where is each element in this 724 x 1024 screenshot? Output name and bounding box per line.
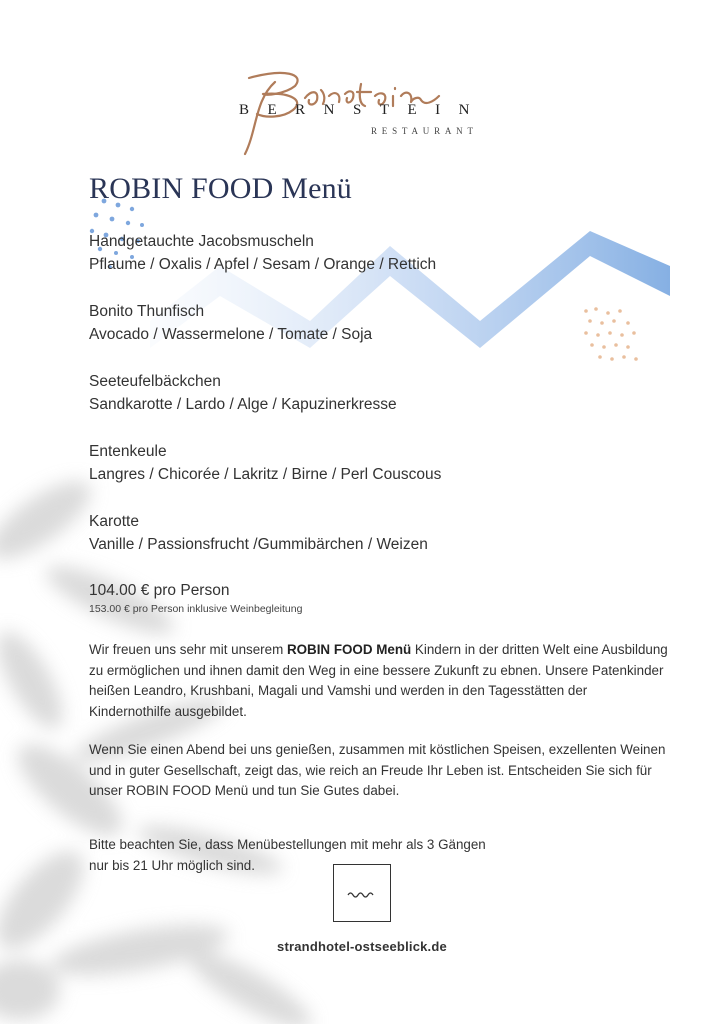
course-name: Handgetauchte Jacobsmuscheln (89, 233, 314, 250)
price-per-person: 104.00 € pro Person (89, 582, 230, 599)
website-address[interactable]: strandhotel-ostseeblick.de (277, 939, 447, 954)
charity-text-start: Wir freuen uns sehr mit unserem (89, 642, 287, 657)
restaurant-logo (225, 60, 515, 160)
course-description: Pflaume / Oxalis / Apfel / Sesam / Orange / Rettich (89, 256, 437, 273)
menu-title: ROBIN FOOD Menü (89, 172, 353, 205)
course-description: Avocado / Wassermelone / Tomate / Soja (89, 326, 373, 343)
course-description: Vanille / Passionsfrucht /Gummibärchen / Weizen (89, 536, 428, 553)
wave-icon (347, 889, 377, 899)
course-item (89, 510, 649, 580)
order-note-line-1: Bitte beachten Sie, dass Menübestellungen mit mehr als 3 Gängen (89, 837, 486, 852)
order-note-line-2: nur bis 21 Uhr möglich sind. (89, 858, 255, 873)
course-name: Seeteufelbäckchen (89, 373, 221, 390)
brand-wordmark: BERNSTEIN (239, 102, 488, 118)
course-description: Langres / Chicorée / Lakritz / Birne / Perl Couscous (89, 466, 442, 483)
course-item (89, 440, 649, 510)
price-with-wine: 153.00 € pro Person inklusive Weinbegleitung (89, 603, 303, 615)
price-block (89, 580, 302, 617)
invitation-paragraph: Wenn Sie einen Abend bei uns genießen, zusammen mit köstlichen Speisen, exzellenten Weinen und in guter Gesellschaft, zeigt das, wie reich an Freude Ihr Leben ist. Entscheiden Sie sich für unser ROBIN FOOD Menü und tun Sie Gutes dabei. (89, 742, 666, 798)
course-name: Bonito Thunfisch (89, 303, 205, 320)
course-name: Entenkeule (89, 443, 167, 460)
course-description: Sandkarotte / Lardo / Alge / Kapuzinerkresse (89, 396, 397, 413)
course-item (89, 300, 649, 370)
charity-menu-name: ROBIN FOOD Menü (286, 642, 412, 657)
course-name: Karotte (89, 513, 139, 530)
charity-paragraph (89, 640, 669, 722)
charity-text-end: Kindern in der dritten Welt eine Ausbildung zu ermöglichen und ihnen damit den Weg in eine bessere Zukunft zu ebnen. Unsere Patenkinder heißen Leandro, Krushbani, Magali und Vamshi und werden in den Tagesstätten der Kindernothilfe ausgebildet. (89, 642, 668, 719)
hotel-logo-box (333, 864, 391, 922)
course-item (89, 370, 649, 440)
course-list (89, 230, 649, 580)
course-item (89, 230, 649, 300)
brand-subtitle: RESTAURANT (371, 126, 478, 136)
